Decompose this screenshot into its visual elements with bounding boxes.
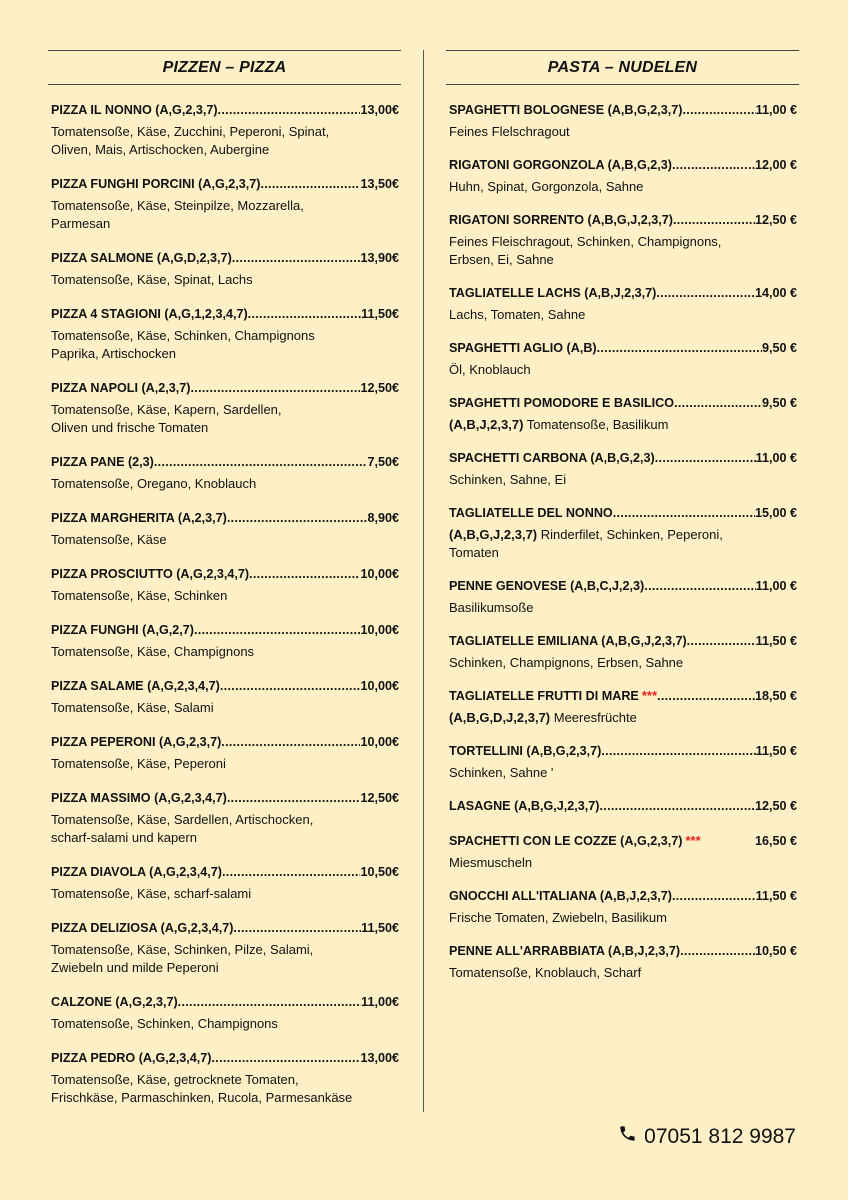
menu-item-title <box>449 940 797 962</box>
dot-leader <box>672 154 755 176</box>
menu-item-name: SPAGHETTI AGLIO (A,B) <box>449 341 597 355</box>
menu-item-description <box>449 416 797 434</box>
menu-item-title <box>449 885 797 907</box>
description-line: Frischkäse, Parmaschinken, Rucola, Parmesankäse <box>51 1090 353 1105</box>
allergen-codes: (A,B,J,2,3,7) <box>449 417 524 432</box>
menu-item-price: 10,00€ <box>360 567 399 581</box>
description-line: Tomatensoße, Basilikum <box>523 417 669 432</box>
menu-item-title <box>449 502 797 524</box>
dot-leader <box>221 731 360 753</box>
menu-item-name: PIZZA MASSIMO (A,G,2,3,4,7) <box>51 791 227 805</box>
menu-item-title: TAGLIATELLE FRUTTI DI MARE *** ..... 18,50 € <box>449 685 797 707</box>
menu-item <box>449 685 797 727</box>
description-line: Huhn, Spinat, Gorgonzola, Sahne <box>449 179 644 194</box>
menu-item-title <box>449 99 797 121</box>
menu-item-name: SPACHETTI CARBONA (A,B,G,2,3) <box>449 451 655 465</box>
menu-item <box>51 861 399 903</box>
dot-leader <box>680 940 755 962</box>
menu-item <box>449 392 797 434</box>
menu-item-title <box>449 282 797 304</box>
dot-leader <box>682 99 755 121</box>
menu-item <box>51 675 399 717</box>
description-line: Oliven, Mais, Artischocken, Aubergine <box>51 142 270 157</box>
menu-item-description <box>449 909 797 927</box>
description-line: Schinken, Sahne ' <box>449 765 554 780</box>
allergen-codes: (A,B,G,J,2,3,7) <box>449 527 538 542</box>
pizza-column <box>48 50 401 1121</box>
column-divider <box>423 50 424 1112</box>
menu-item <box>51 377 399 437</box>
menu-item-name: PIZZA SALMONE (A,G,D,2,3,7) <box>51 251 232 265</box>
description-line: Tomatensoße, Käse, Schinken, Pilze, Salami, <box>51 942 314 957</box>
menu-item-title <box>51 917 399 939</box>
menu-item <box>449 575 797 617</box>
dot-leader <box>260 173 360 195</box>
menu-item-name: PIZZA FUNGHI PORCINI (A,G,2,3,7) <box>51 177 261 191</box>
menu-item-description <box>449 178 797 196</box>
dot-leader <box>249 563 360 585</box>
menu-item-price: 11,00 € <box>755 103 797 117</box>
menu-item-description <box>51 885 399 903</box>
menu-item-price: 18,50 € <box>754 689 797 703</box>
menu-item-description <box>51 755 399 773</box>
pasta-heading: PASTA – NUDELEN <box>446 50 799 85</box>
menu-item <box>449 830 797 872</box>
menu-item-name: TAGLIATELLE LACHS (A,B,J,2,3,7) <box>449 286 657 300</box>
dot-leader <box>227 787 361 809</box>
menu-item-description <box>51 811 399 847</box>
menu-item-price: 12,50€ <box>360 381 399 395</box>
allergen-codes: (A,B,G,D,J,2,3,7) <box>449 710 551 725</box>
menu-item <box>449 885 797 927</box>
menu-item-price: 13,50€ <box>360 177 399 191</box>
dot-leader <box>218 99 361 121</box>
dot-leader <box>194 619 361 641</box>
menu-item-description <box>449 471 797 489</box>
menu-item-description <box>51 401 399 437</box>
description-line: Tomatensoße, Käse, scharf-salami <box>51 886 252 901</box>
description-line: Feines Fleischragout, Schinken, Champignons, <box>449 234 722 249</box>
menu-item-title: SPACHETTI CON LE COZZE (A,G,2,3,7) *** 16,50 € <box>449 830 797 852</box>
menu-item-price: 9,50 € <box>761 396 797 410</box>
dot-leader <box>220 675 361 697</box>
description-line: Rinderfilet, Schinken, Peperoni, <box>537 527 723 542</box>
description-line: Oliven und frische Tomaten <box>51 420 209 435</box>
description-line: Öl, Knoblauch <box>449 362 531 377</box>
dot-leader <box>613 502 755 524</box>
menu-item-name: PIZZA PANE (2,3) <box>51 455 154 469</box>
menu-item <box>51 917 399 977</box>
menu-item <box>51 99 399 159</box>
menu-item-description <box>449 654 797 672</box>
menu-item-description <box>51 327 399 363</box>
dot-leader <box>154 451 368 473</box>
dot-leader <box>232 247 361 269</box>
dot-leader <box>599 795 755 817</box>
menu-item-name: PIZZA IL NONNO (A,G,2,3,7) <box>51 103 218 117</box>
menu-item <box>449 99 797 141</box>
menu-item-title <box>449 575 797 597</box>
menu-item-name: SPAGHETTI BOLOGNESE (A,B,G,2,3,7) <box>449 103 683 117</box>
menu-item-name: CALZONE (A,G,2,3,7) <box>51 995 178 1009</box>
menu-item-description <box>449 123 797 141</box>
menu-item-title <box>51 563 399 585</box>
menu-item-name: GNOCCHI ALL'ITALIANA (A,B,J,2,3,7) <box>449 889 672 903</box>
menu-item-price: 12,00 € <box>754 158 797 172</box>
menu-item-title <box>51 507 399 529</box>
description-line: Paprika, Artischocken <box>51 346 177 361</box>
menu-item-title <box>51 99 399 121</box>
phone-number: 07051 812 9987 <box>644 1124 796 1148</box>
menu-item-price: 11,00€ <box>361 995 399 1009</box>
menu-item <box>51 507 399 549</box>
menu-item <box>449 282 797 324</box>
menu-item-title <box>51 247 399 269</box>
menu-item-name: PIZZA SALAME (A,G,2,3,4,7) <box>51 679 220 693</box>
menu-item-price: 11,00 € <box>755 579 797 593</box>
menu-item-description <box>51 271 399 289</box>
menu-item-description <box>51 1015 399 1033</box>
pizza-heading: PIZZEN – PIZZA <box>48 50 401 85</box>
description-line: Schinken, Champignons, Erbsen, Sahne <box>449 655 684 670</box>
description-line: Meeresfrüchte <box>550 710 637 725</box>
dot-leader <box>211 1047 360 1069</box>
description-line: Tomatensoße, Käse, getrocknete Tomaten, <box>51 1072 299 1087</box>
pasta-list <box>446 99 799 982</box>
description-line: Tomatensoße, Käse, Kapern, Sardellen, <box>51 402 282 417</box>
menu-item <box>449 940 797 982</box>
menu-item-price: 13,00€ <box>360 1051 399 1065</box>
menu-item-price: 11,50€ <box>361 921 399 935</box>
menu-item <box>449 209 797 269</box>
dot-leader <box>178 991 362 1013</box>
menu-item-title <box>449 447 797 469</box>
menu-item-price: 10,50€ <box>360 865 399 879</box>
menu-item <box>449 502 797 562</box>
menu-item-price: 7,50€ <box>367 455 399 469</box>
menu-item-title <box>449 209 797 231</box>
dot-leader <box>597 337 762 359</box>
menu-item-description <box>51 643 399 661</box>
menu-item-name: PIZZA PEPERONI (A,G,2,3,7) <box>51 735 222 749</box>
menu-item-name: PIZZA PEDRO (A,G,2,3,4,7) <box>51 1051 212 1065</box>
menu-item-description <box>449 306 797 324</box>
menu-item-price: 10,00€ <box>360 735 399 749</box>
menu-item-price: 16,50 € <box>754 834 797 848</box>
description-line: Basilikumsoße <box>449 600 534 615</box>
menu-item-description <box>51 531 399 549</box>
menu-item-price: 10,00€ <box>360 679 399 693</box>
menu-item-description <box>51 699 399 717</box>
dot-leader <box>657 685 755 707</box>
description-line: Tomatensoße, Oregano, Knoblauch <box>51 476 257 491</box>
menu-item-title <box>51 991 399 1013</box>
menu-item-name: PENNE GENOVESE (A,B,C,J,2,3) <box>449 579 645 593</box>
description-line: Erbsen, Ei, Sahne <box>449 252 554 267</box>
description-line: Tomatensoße, Käse, Steinpilze, Mozzarella, <box>51 198 304 213</box>
menu-item <box>449 447 797 489</box>
description-line: Tomaten <box>449 545 499 560</box>
menu-item <box>51 173 399 233</box>
menu-item-description <box>51 123 399 159</box>
dot-leader <box>655 447 756 469</box>
dot-leader <box>674 392 762 414</box>
menu-item-description <box>449 964 797 982</box>
menu-item-name: RIGATONI GORGONZOLA (A,B,G,2,3) <box>449 158 672 172</box>
menu-item-description <box>51 587 399 605</box>
menu-item-title <box>51 731 399 753</box>
description-line: Tomatensoße, Käse, Salami <box>51 700 214 715</box>
description-line: Tomatensoße, Käse, Peperoni <box>51 756 226 771</box>
description-line: Feines Flelschragout <box>449 124 570 139</box>
dot-leader <box>190 377 360 399</box>
menu-item-name: SPAGHETTI POMODORE E BASILICO <box>449 396 675 410</box>
menu-item-name: PIZZA NAPOLI (A,2,3,7) <box>51 381 191 395</box>
description-line: Schinken, Sahne, Ei <box>449 472 567 487</box>
menu-item-title <box>449 154 797 176</box>
description-line: Tomatensoße, Käse <box>51 532 167 547</box>
menu-item-description <box>51 475 399 493</box>
menu-item <box>449 740 797 782</box>
description-line: Parmesan <box>51 216 111 231</box>
dot-leader <box>233 917 361 939</box>
menu-item-name: SPACHETTI CON LE COZZE (A,G,2,3,7) <box>449 834 683 848</box>
dot-leader <box>227 507 368 529</box>
menu-item-title <box>51 1047 399 1069</box>
menu-item-price: 15,00 € <box>754 506 797 520</box>
dot-leader <box>601 740 755 762</box>
menu-item-name: RIGATONI SORRENTO (A,B,G,J,2,3,7) <box>449 213 673 227</box>
description-line: Tomatensoße, Käse, Spinat, Lachs <box>51 272 253 287</box>
menu-item <box>449 795 797 817</box>
menu-item-price: 11,00 € <box>755 451 797 465</box>
menu-item-price: 13,90€ <box>360 251 399 265</box>
menu-item-description <box>449 361 797 379</box>
menu-item-price: 10,50 € <box>754 944 797 958</box>
menu-item-price: 11,50€ <box>361 307 399 321</box>
menu-item <box>51 451 399 493</box>
menu-item-title <box>51 451 399 473</box>
pizza-list <box>48 99 401 1107</box>
menu-item-title <box>51 303 399 325</box>
menu-item-title <box>51 619 399 641</box>
menu-item-title <box>449 630 797 652</box>
menu-item <box>51 619 399 661</box>
dot-leader <box>687 630 756 652</box>
menu-item-title <box>51 861 399 883</box>
menu-item-price: 10,00€ <box>360 623 399 637</box>
description-line: Tomatensoße, Knoblauch, Scharf <box>449 965 642 980</box>
pasta-column <box>446 50 799 995</box>
menu-item-price: 12,50 € <box>754 799 797 813</box>
menu-item-description <box>449 526 797 562</box>
description-line: Tomatensoße, Käse, Schinken, Champignons <box>51 328 315 343</box>
menu-item <box>449 337 797 379</box>
menu-item-description <box>449 233 797 269</box>
dot-leader <box>672 885 756 907</box>
menu-item-description <box>449 709 797 727</box>
dot-leader <box>222 861 361 883</box>
menu-item-price: 11,50 € <box>755 744 797 758</box>
description-line: Zwiebeln und milde Peperoni <box>51 960 219 975</box>
menu-item-price: 12,50€ <box>360 791 399 805</box>
menu-item-name: TAGLIATELLE DEL NONNO <box>449 506 613 520</box>
dot-leader <box>248 303 362 325</box>
menu-item-name: PIZZA PROSCIUTTO (A,G,2,3,4,7) <box>51 567 250 581</box>
menu-item-title <box>51 173 399 195</box>
menu-item-name: TAGLIATELLE FRUTTI DI MARE <box>449 689 639 703</box>
menu-item-name: PIZZA DELIZIOSA (A,G,2,3,4,7) <box>51 921 234 935</box>
menu-item-description <box>51 941 399 977</box>
menu-item-price: 9,50 € <box>761 341 797 355</box>
menu-item <box>51 247 399 289</box>
menu-item <box>51 991 399 1033</box>
menu-item-name: LASAGNE (A,B,G,J,2,3,7) <box>449 799 600 813</box>
menu-item-price: 14,00 € <box>754 286 797 300</box>
description-line: Miesmuscheln <box>449 855 533 870</box>
phone-contact[interactable] <box>618 1124 796 1149</box>
menu-item-name: PIZZA FUNGHI (A,G,2,7) <box>51 623 194 637</box>
menu-item <box>51 303 399 363</box>
menu-item-description <box>51 1071 399 1107</box>
menu-item-price: 13,00€ <box>360 103 399 117</box>
dot-leader <box>673 209 755 231</box>
menu-item-title <box>51 377 399 399</box>
menu-item-price: 11,50 € <box>755 889 797 903</box>
menu-item-price: 11,50 € <box>755 634 797 648</box>
menu-item-name: PENNE ALL'ARRABBIATA (A,B,J,2,3,7) <box>449 944 681 958</box>
menu-item-name: PIZZA 4 STAGIONI (A,G,1,2,3,4,7) <box>51 307 248 321</box>
description-line: Tomatensoße, Schinken, Champignons <box>51 1016 278 1031</box>
menu-item-price: 8,90€ <box>367 511 399 525</box>
menu-item-name: TAGLIATELLE EMILIANA (A,B,G,J,2,3,7) <box>449 634 687 648</box>
description-line: Tomatensoße, Käse, Zucchini, Peperoni, Spinat, <box>51 124 330 139</box>
menu-item-name: TORTELLINI (A,B,G,2,3,7) <box>449 744 602 758</box>
description-line: Frische Tomaten, Zwiebeln, Basilikum <box>449 910 667 925</box>
menu-item-description <box>449 599 797 617</box>
menu-item-description <box>449 854 797 872</box>
description-line: Tomatensoße, Käse, Sardellen, Artischocken, <box>51 812 314 827</box>
menu-item-title <box>449 795 797 817</box>
dot-leader <box>656 282 755 304</box>
menu-item-price: 12,50 € <box>754 213 797 227</box>
menu-item-title <box>449 740 797 762</box>
phone-icon <box>618 1124 637 1149</box>
menu-item-title <box>449 392 797 414</box>
description-line: Tomatensoße, Käse, Schinken <box>51 588 228 603</box>
menu-item <box>449 630 797 672</box>
menu-item-description <box>449 764 797 782</box>
menu-item-title <box>51 787 399 809</box>
menu-item <box>51 563 399 605</box>
description-line: scharf-salami und kapern <box>51 830 197 845</box>
menu-item-title <box>449 337 797 359</box>
menu-item <box>51 787 399 847</box>
dot-leader <box>644 575 755 597</box>
menu-item-name: PIZZA MARGHERITA (A,2,3,7) <box>51 511 227 525</box>
menu-item <box>51 1047 399 1107</box>
description-line: Tomatensoße, Käse, Champignons <box>51 644 255 659</box>
menu-item <box>51 731 399 773</box>
menu-item-description <box>51 197 399 233</box>
menu-item-name: PIZZA DIAVOLA (A,G,2,3,4,7) <box>51 865 222 879</box>
menu-item <box>449 154 797 196</box>
description-line: Lachs, Tomaten, Sahne <box>449 307 586 322</box>
menu-item-title <box>51 675 399 697</box>
